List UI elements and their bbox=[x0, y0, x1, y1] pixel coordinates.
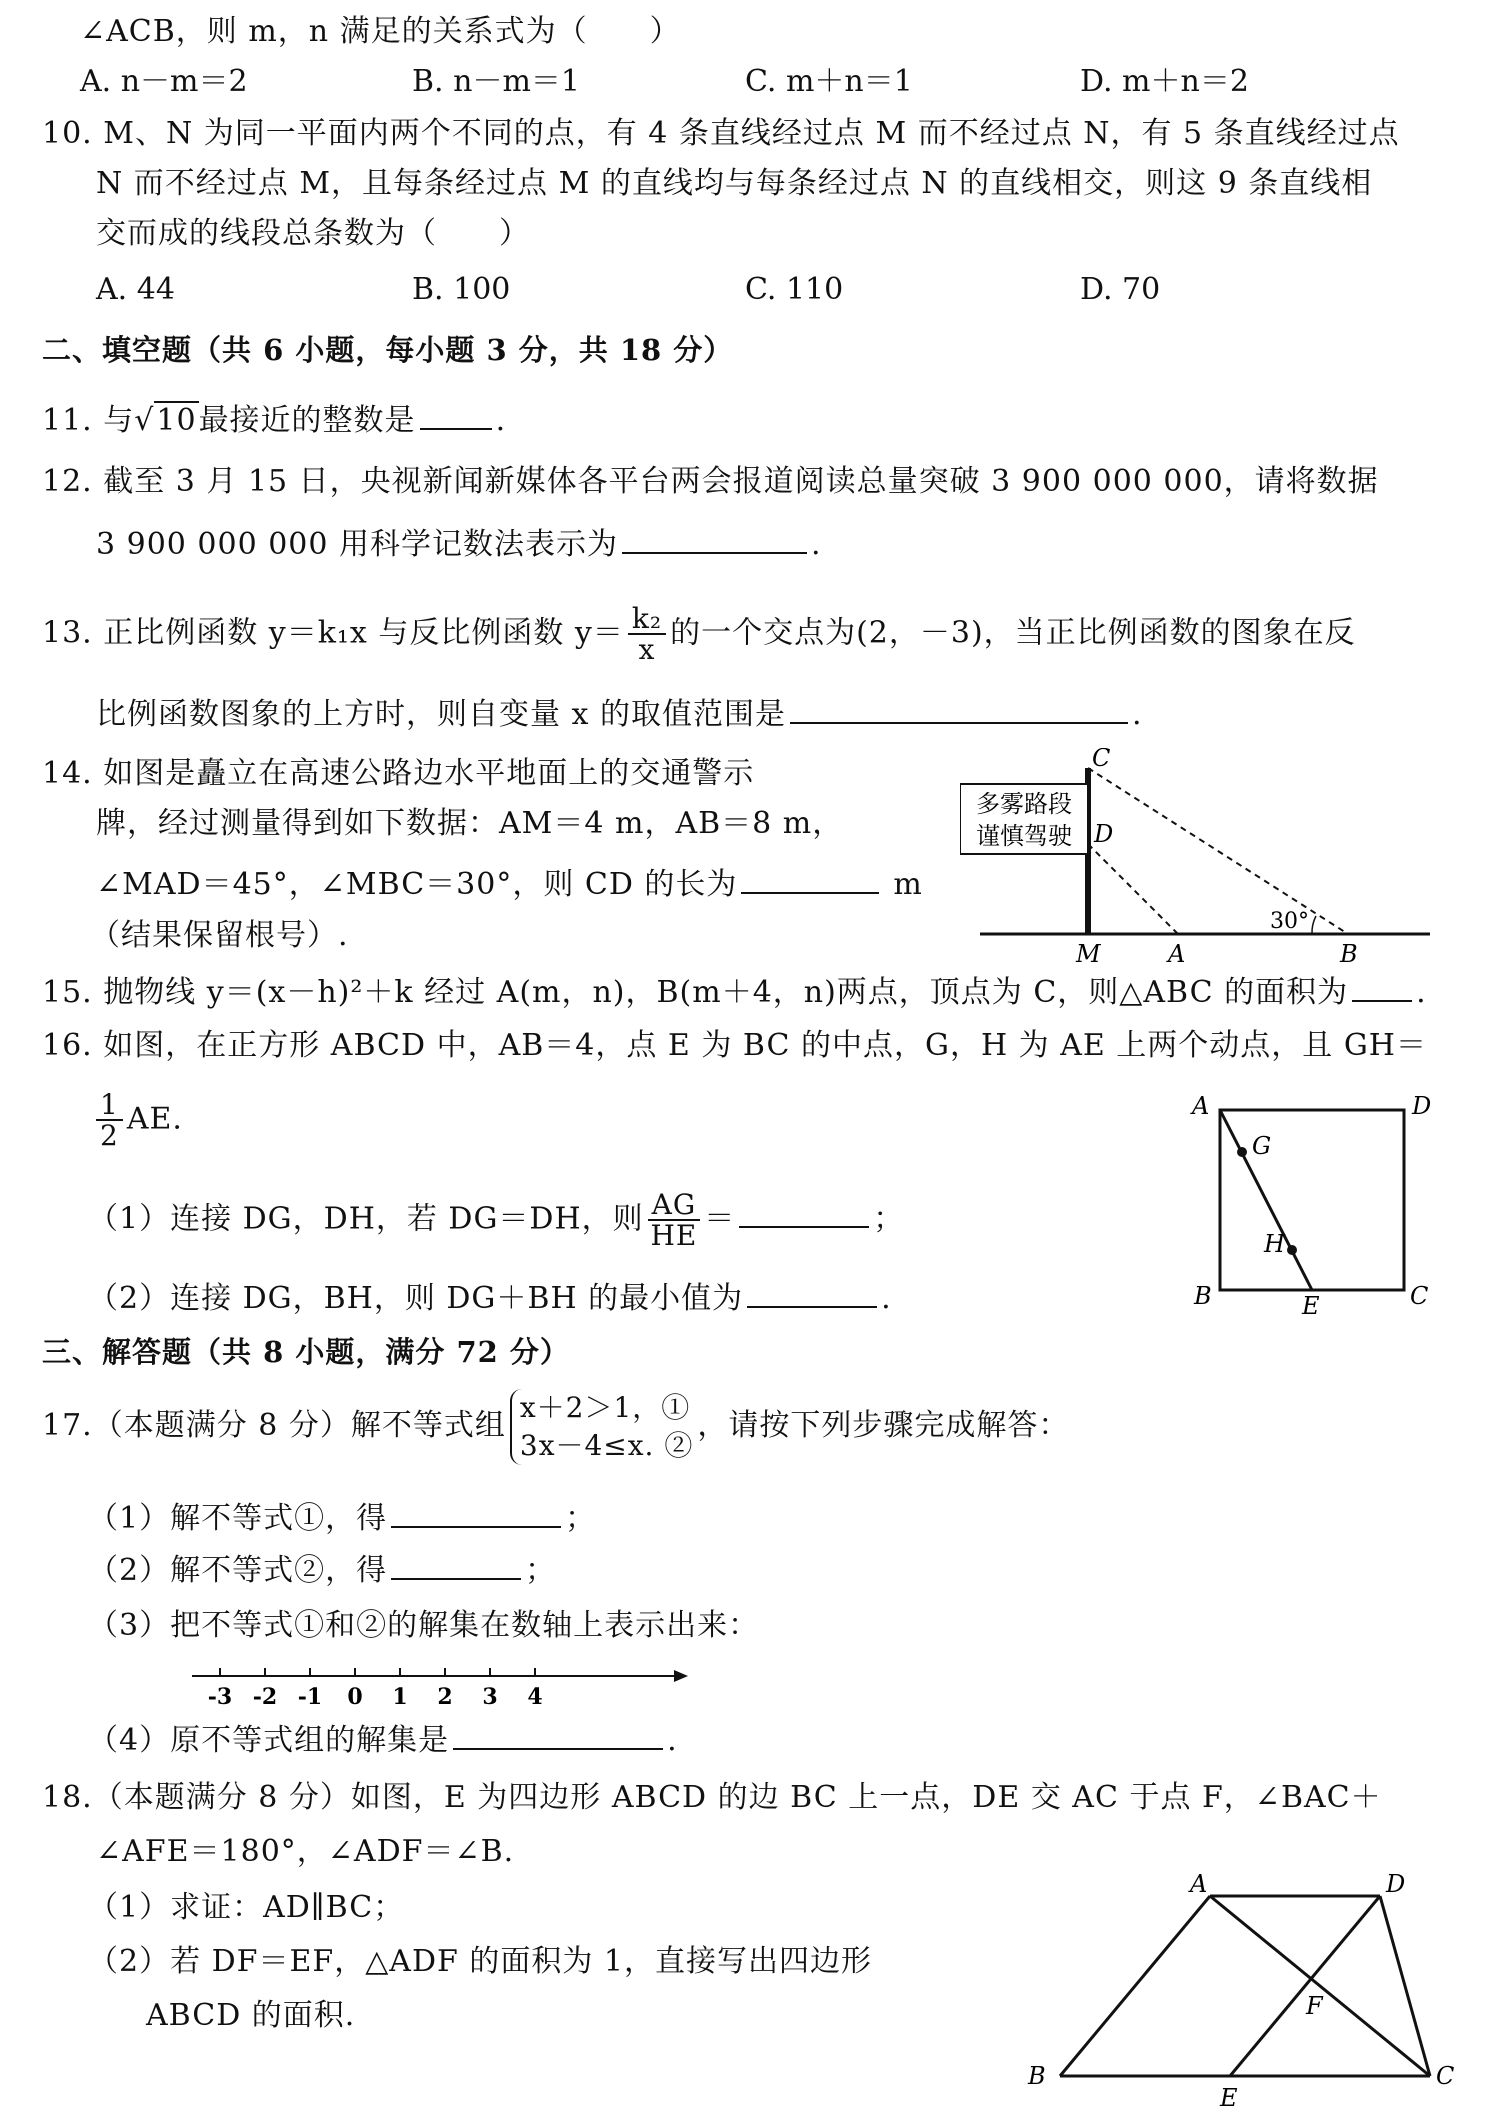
segment-ad bbox=[1088, 844, 1178, 934]
q18-line-1: 18.（本题满分 8 分）如图，E 为四边形 ABCD 的边 BC 上一点，DE 交 AC 于点 F，∠BAC＋ bbox=[42, 1780, 1382, 1815]
q18-line-2: ∠AFE＝180°，∠ADF＝∠B. bbox=[96, 1834, 515, 1869]
q17-stem bbox=[42, 1386, 1069, 1466]
q18-part-2: （2）若 DF＝EF，△ADF 的面积为 1，直接写出四边形 bbox=[88, 1944, 872, 1979]
q10-line-1: 10. M、N 为同一平面内两个不同的点，有 4 条直线经过点 M 而不经过点 N，有 5 条直线经过点 bbox=[42, 116, 1400, 151]
q14-figure bbox=[960, 748, 1440, 970]
q11-text-a: 11. 与 bbox=[42, 403, 135, 438]
q16-figure bbox=[1180, 1092, 1450, 1316]
q13-line-1a: 13. 正比例函数 y＝k₁x 与反比例函数 y＝ bbox=[42, 615, 624, 651]
q13-line-2 bbox=[96, 692, 1143, 737]
q17-stem-b: ，请按下列步骤完成解答： bbox=[697, 1408, 1070, 1443]
q14-line-3 bbox=[96, 862, 923, 907]
section-2-heading: 二、填空题（共 6 小题，每小题 3 分，共 18 分） bbox=[42, 333, 734, 367]
q13-end: . bbox=[1132, 697, 1143, 732]
q9-option-d: D. m＋n＝2 bbox=[1080, 64, 1249, 99]
q12-line-2 bbox=[96, 522, 822, 567]
label-g: G bbox=[1252, 1132, 1272, 1160]
q17-part-1-blank[interactable] bbox=[391, 1496, 561, 1528]
label-m: M bbox=[1076, 940, 1101, 968]
q17-part-4-text: （4）原不等式组的解集是 bbox=[88, 1723, 450, 1758]
q16-part-1a: （1）连接 DG，DH，若 DG＝DH，则 bbox=[88, 1201, 644, 1237]
q9-stem-tail: ∠ACB，则 m，n 满足的关系式为（ ） bbox=[80, 14, 681, 49]
ratio-fraction bbox=[648, 1190, 701, 1251]
number-line-tick-label: 0 bbox=[347, 1684, 363, 1710]
inequality-system bbox=[510, 1389, 693, 1465]
angle-label: 30° bbox=[1270, 909, 1309, 934]
q13-answer-blank[interactable] bbox=[790, 692, 1128, 724]
label-b: B bbox=[1028, 2062, 1046, 2090]
q13-line-2-text: 比例函数图象的上方时，则自变量 x 的取值范围是 bbox=[96, 697, 786, 732]
q11 bbox=[42, 398, 506, 443]
q11-end: . bbox=[495, 403, 507, 438]
q11-answer-blank[interactable] bbox=[420, 398, 492, 430]
label-h: H bbox=[1264, 1230, 1285, 1258]
ratio-den: HE bbox=[650, 1219, 698, 1253]
q9-option-b: B. n－m＝1 bbox=[412, 64, 580, 99]
label-d: D bbox=[1412, 1092, 1432, 1120]
q14-line-3-text: ∠MAD＝45°，∠MBC＝30°，则 CD 的长为 bbox=[96, 867, 738, 902]
q11-radicand: 10 bbox=[156, 403, 197, 438]
q16-line-2-tail: AE. bbox=[126, 1101, 183, 1137]
q16-part-2 bbox=[88, 1276, 892, 1321]
sqrt-symbol: √ bbox=[134, 403, 155, 438]
segment-de bbox=[1230, 1896, 1380, 2076]
q17-part-1-end: ； bbox=[565, 1501, 597, 1536]
q12-line-2-text: 3 900 000 000 用科学记数法表示为 bbox=[96, 527, 619, 562]
q11-text-b: 最接近的整数是 bbox=[198, 403, 416, 438]
half-den: 2 bbox=[100, 1119, 119, 1153]
q16-part-1b: ＝ bbox=[704, 1201, 736, 1237]
number-line-ticks bbox=[208, 1668, 543, 1710]
q17-part-3: （3）把不等式①和②的解集在数轴上表示出来： bbox=[88, 1608, 760, 1643]
q9-option-c: C. m＋n＝1 bbox=[745, 64, 913, 99]
q10-option-c: C. 110 bbox=[745, 272, 844, 307]
segment-dc bbox=[1380, 1896, 1430, 2076]
q10-line-3: 交而成的线段总条数为（ ） bbox=[96, 216, 530, 251]
q15 bbox=[42, 970, 1427, 1015]
label-b: B bbox=[1194, 1282, 1212, 1310]
number-line-tick-label: 4 bbox=[527, 1684, 543, 1710]
sign-text-1: 多雾路段 bbox=[976, 790, 1072, 818]
label-c: C bbox=[1436, 2062, 1455, 2090]
point-g bbox=[1237, 1147, 1247, 1157]
point-h bbox=[1287, 1245, 1297, 1255]
q18-part-2b: ABCD 的面积. bbox=[146, 1998, 356, 2033]
label-d: D bbox=[1094, 820, 1114, 848]
number-line-tick-label: 2 bbox=[437, 1684, 453, 1710]
segment-ac bbox=[1210, 1896, 1430, 2076]
q13-frac-num: k₂ bbox=[628, 604, 666, 635]
number-line bbox=[190, 1654, 690, 1716]
q10-option-b: B. 100 bbox=[412, 272, 511, 307]
q17-part-4-blank[interactable] bbox=[453, 1718, 663, 1750]
square-abcd bbox=[1220, 1110, 1404, 1290]
angle-arc bbox=[1312, 916, 1316, 934]
label-b: B bbox=[1340, 940, 1358, 968]
q17-part-4 bbox=[88, 1718, 678, 1763]
q17-part-2 bbox=[88, 1548, 556, 1593]
label-e: E bbox=[1220, 2084, 1238, 2110]
q10-option-d: D. 70 bbox=[1080, 272, 1161, 307]
half-fraction bbox=[96, 1090, 123, 1151]
q16-line-2 bbox=[92, 1090, 183, 1151]
label-c: C bbox=[1410, 1282, 1429, 1310]
q16-line-1: 16. 如图，在正方形 ABCD 中，AB＝4，点 E 为 BC 的中点，G，H 为 AE 上两个动点，且 GH＝ bbox=[42, 1028, 1427, 1063]
number-line-tick-label: -3 bbox=[207, 1684, 233, 1710]
q13-line-1b: 的一个交点为(2，－3)，当正比例函数的图象在反 bbox=[670, 615, 1356, 651]
number-line-tick-label: -1 bbox=[297, 1684, 323, 1710]
q17-stem-a: 17.（本题满分 8 分）解不等式组 bbox=[42, 1408, 506, 1443]
q17-part-1 bbox=[88, 1496, 596, 1541]
q16-part-1-blank[interactable] bbox=[739, 1196, 869, 1228]
label-d: D bbox=[1386, 1870, 1406, 1898]
q13-line-1 bbox=[42, 604, 1356, 665]
number-line-arrow bbox=[674, 1670, 688, 1682]
inequality-1: x＋2＞1，① bbox=[519, 1391, 691, 1424]
q17-part-2-end: ； bbox=[525, 1553, 557, 1588]
label-a: A bbox=[1192, 1092, 1210, 1120]
q16-part-2-end: . bbox=[881, 1281, 892, 1316]
q16-part-1-end: ； bbox=[873, 1201, 905, 1237]
q17-part-2-text: （2）解不等式②，得 bbox=[88, 1553, 388, 1588]
q12-end: . bbox=[811, 527, 822, 562]
q14-answer-blank[interactable] bbox=[741, 862, 879, 894]
q12-answer-blank[interactable] bbox=[622, 522, 807, 554]
label-c: C bbox=[1092, 748, 1111, 772]
number-line-tick-label: 1 bbox=[392, 1684, 408, 1710]
label-e: E bbox=[1302, 1292, 1320, 1316]
q10-line-2: N 而不经过点 M，且每条经过点 M 的直线均与每条经过点 N 的直线相交，则这 9 条直线相 bbox=[96, 166, 1373, 201]
q17-part-2-blank[interactable] bbox=[391, 1548, 521, 1580]
q10-option-a: A. 44 bbox=[96, 272, 175, 307]
half-num: 1 bbox=[96, 1090, 123, 1121]
q16-part-2-blank[interactable] bbox=[747, 1276, 877, 1308]
number-line-tick-label: 3 bbox=[482, 1684, 498, 1710]
q12-line-1: 12. 截至 3 月 15 日，央视新闻新媒体各平台两会报道阅读总量突破 3 900 000 000，请将数据 bbox=[42, 464, 1379, 499]
q15-end: . bbox=[1416, 975, 1427, 1010]
ratio-num: AG bbox=[648, 1190, 701, 1221]
q13-fraction bbox=[628, 604, 666, 665]
q9-option-a: A. n－m＝2 bbox=[80, 64, 248, 99]
section-3-heading: 三、解答题（共 8 小题，满分 72 分） bbox=[42, 1335, 570, 1369]
inequality-2: 3x－4≤x. ② bbox=[519, 1429, 694, 1462]
sign-text-2: 谨慎驾驶 bbox=[976, 822, 1072, 850]
q16-part-2-text: （2）连接 DG，BH，则 DG＋BH 的最小值为 bbox=[88, 1281, 744, 1316]
label-a: A bbox=[1168, 940, 1186, 968]
q18-figure bbox=[1020, 1870, 1470, 2110]
label-f: F bbox=[1306, 1992, 1323, 2020]
q17-part-1-text: （1）解不等式①，得 bbox=[88, 1501, 388, 1536]
q15-answer-blank[interactable] bbox=[1352, 970, 1412, 1002]
q16-part-1 bbox=[88, 1190, 904, 1251]
segment-ab bbox=[1060, 1896, 1210, 2076]
label-a: A bbox=[1190, 1870, 1208, 1898]
q14-line-2: 牌，经过测量得到如下数据：AM＝4 m，AB＝8 m， bbox=[96, 806, 844, 841]
q18-part-1: （1）求证：AD∥BC； bbox=[88, 1890, 405, 1925]
q17-part-4-end: . bbox=[667, 1723, 678, 1758]
q15-text: 15. 抛物线 y＝(x－h)²＋k 经过 A(m，n)，B(m＋4，n)两点，顶点为 C，则△ABC 的面积为 bbox=[42, 975, 1349, 1010]
segment-bc bbox=[1088, 768, 1348, 934]
q13-frac-den: x bbox=[638, 633, 656, 667]
q14-line-1: 14. 如图是矗立在高速公路边水平地面上的交通警示 bbox=[42, 756, 755, 791]
number-line-tick-label: -2 bbox=[252, 1684, 278, 1710]
q14-line-4: （结果保留根号）. bbox=[90, 918, 349, 953]
q14-unit: m bbox=[893, 867, 923, 902]
